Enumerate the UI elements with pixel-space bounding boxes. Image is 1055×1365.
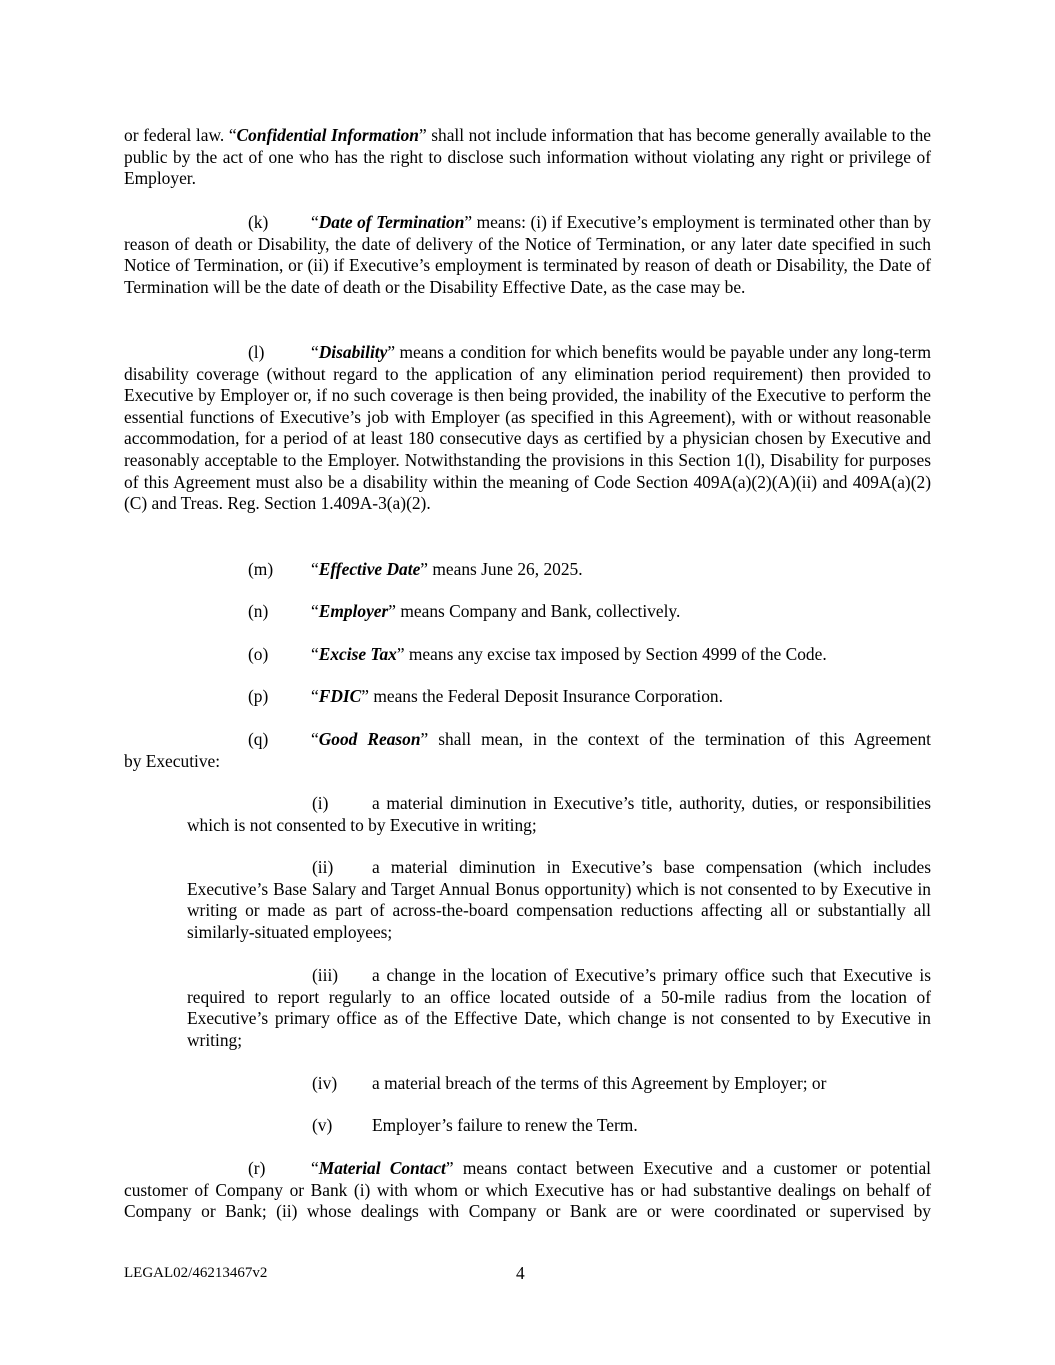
clause-label: (v) bbox=[312, 1115, 333, 1135]
clause-label: (iv) bbox=[312, 1073, 338, 1093]
paragraph-l: (l) “Disability” means a condition for which benefits would be payable under any long-term disability coverage (without regard to the application of any elimination period requirement) then provided to Executive by Employer or, if no such coverage is then being provided, the inability of the Executive to perform the essential functions of Executive’s job with Employer (as specified in this Agreement), with or without reasonable accommodation, for a period of at least 180 consecutive days as certified by a physician chosen by Executive and reasonably acceptable to the Employer. Notwithstanding the provisions in this Section 1(l), Disability for purposes of this Agreement must also be a disability within the meaning of Code Section 409A(a)(2)(A)(ii) and 409A(a)(2)(C) and Treas. Reg. Section 1.409A-3(a)(2). bbox=[124, 342, 931, 514]
page-number: 4 bbox=[516, 1263, 525, 1283]
paragraph-confidential-information: or federal law. “Confidential Information” shall not include information that has become generally available to the public by the act of one who has the right to disclose such information without violating any right or privilege of Employer. bbox=[124, 125, 931, 189]
clause-label: (k) bbox=[248, 212, 269, 232]
paragraph-m: (m) “Effective Date” means June 26, 2025. bbox=[248, 559, 583, 579]
subparagraph-q-iii: (iii) a change in the location of Executive’s primary office such that Executive is required to report regularly to an office located outside of a 50-mile radius from the location of Executive’s primary office as of the Effective Date, which change is not consented to by Executive in writing; bbox=[187, 965, 931, 1050]
defined-term: Disability bbox=[318, 342, 388, 362]
clause-label: (i) bbox=[312, 793, 329, 813]
subparagraph-q-ii: (ii) a material diminution in Executive’s base compensation (which includes Executive’s Base Salary and Target Annual Bonus opportunity) which is not consented to by Executive in writing or made as part of across-the-board compensation reductions affecting all or substantially all similarly-situated employees; bbox=[187, 857, 931, 942]
clause-label: (l) bbox=[248, 342, 265, 362]
paragraph-r: (r) “Material Contact” means contact between Executive and a customer or potential customer of Company or Bank (i) with whom or which Executive has or had substantive dealings on behalf of Company or Bank; (ii) whose dealings with Company or Bank are or were coordinated or supervised by bbox=[124, 1158, 931, 1222]
clause-label: (ii) bbox=[312, 857, 334, 877]
subparagraph-q-v: (v) Employer’s failure to renew the Term. bbox=[312, 1115, 638, 1135]
clause-label: (n) bbox=[248, 601, 269, 621]
defined-term: Good Reason bbox=[318, 729, 421, 749]
defined-term: Employer bbox=[318, 601, 389, 621]
clause-label: (p) bbox=[248, 686, 269, 706]
clause-label: (m) bbox=[248, 559, 274, 579]
subparagraph-q-iv: (iv) a material breach of the terms of this Agreement by Employer; or bbox=[312, 1073, 827, 1093]
defined-term: FDIC bbox=[318, 686, 362, 706]
defined-term: Material Contact bbox=[318, 1158, 446, 1178]
defined-term: Excise Tax bbox=[318, 644, 397, 664]
paragraph-k: (k) “Date of Termination” means: (i) if Executive’s employment is terminated other than by reason of death or Disability, the date of delivery of the Notice of Termination, or any later date specified in such Notice of Termination, or (ii) if Executive’s employment is terminated by reason of death or Disability, the Date of Termination will be the date of death or the Disability Effective Date, as the case may be. bbox=[124, 212, 931, 297]
paragraph-n: (n) “Employer” means Company and Bank, collectively. bbox=[248, 601, 681, 621]
subparagraph-q-i: (i) a material diminution in Executive’s title, authority, duties, or responsibilities which is not consented to by Executive in writing; bbox=[187, 793, 931, 835]
paragraph-q: (q) “Good Reason” shall mean, in the context of the termination of this Agreement by Executive: bbox=[124, 729, 931, 771]
clause-label: (o) bbox=[248, 644, 269, 664]
clause-label: (iii) bbox=[312, 965, 339, 985]
paragraph-o: (o) “Excise Tax” means any excise tax imposed by Section 4999 of the Code. bbox=[248, 644, 827, 664]
document-id: LEGAL02/46213467v2 bbox=[124, 1265, 268, 1281]
paragraph-p: (p) “FDIC” means the Federal Deposit Insurance Corporation. bbox=[248, 686, 723, 706]
defined-term: Date of Termination bbox=[318, 212, 465, 232]
defined-term: Confidential Information bbox=[236, 125, 419, 145]
defined-term: Effective Date bbox=[318, 559, 421, 579]
clause-label: (q) bbox=[248, 729, 269, 749]
clause-label: (r) bbox=[248, 1158, 266, 1178]
